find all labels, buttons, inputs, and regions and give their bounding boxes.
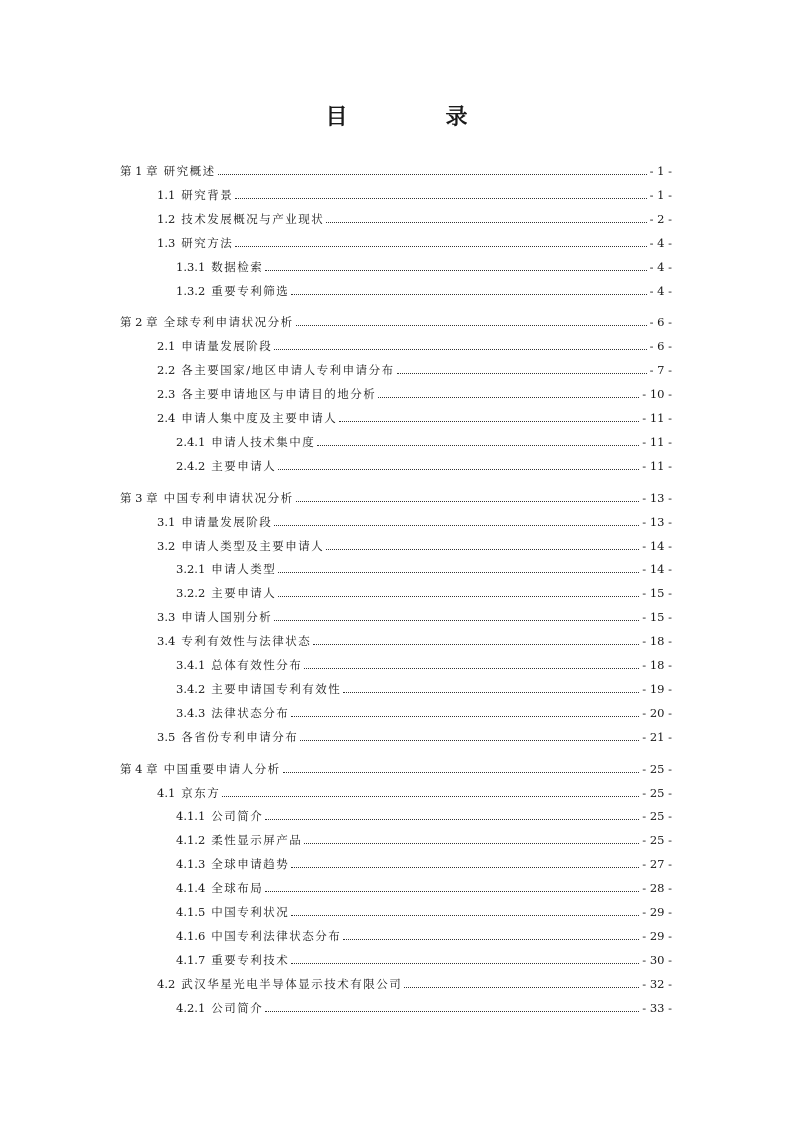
toc-entry[interactable] — [176, 928, 672, 944]
toc-entry-number: 1.3 — [157, 235, 176, 250]
dot-leader — [339, 420, 639, 422]
toc-entry-label: 申请人类型 — [211, 562, 277, 577]
toc-entry-number: 第 4 章 — [120, 761, 158, 776]
toc-entry-number: 3.4.2 — [176, 681, 206, 696]
toc-entry-label: 全球申请趋势 — [211, 857, 290, 872]
toc-entry-number: 第 3 章 — [120, 490, 158, 505]
toc-entry-page: - 1 - — [649, 187, 672, 202]
toc-entry-page: - 25 - — [642, 761, 672, 776]
dot-leader — [326, 221, 646, 223]
toc-entry-label: 申请人集中度及主要申请人 — [181, 411, 338, 425]
toc-entry-page: - 13 - — [642, 490, 672, 505]
dot-leader — [300, 739, 639, 741]
toc-entry[interactable] — [176, 856, 672, 872]
page-title: 目 录 — [325, 105, 506, 130]
toc-entry-number: 1.3.2 — [176, 283, 206, 298]
dot-leader — [274, 524, 639, 526]
dot-leader — [235, 245, 646, 247]
toc-entry-label: 全球布局 — [211, 881, 264, 896]
toc-entry[interactable] — [176, 952, 672, 968]
toc-entry-page: - 11 - — [642, 458, 672, 473]
toc-entry-page: - 11 - — [642, 434, 672, 449]
toc-entry[interactable] — [157, 338, 672, 354]
toc-entry-label: 中国专利申请状况分析 — [163, 490, 294, 505]
toc-entry[interactable] — [176, 904, 672, 920]
toc-entry-number: 4.2.1 — [176, 1000, 206, 1015]
toc-entry-label: 研究背景 — [181, 187, 234, 202]
dot-leader — [343, 691, 639, 693]
toc-entry-number: 3.3 — [157, 610, 176, 625]
dot-leader — [283, 771, 640, 773]
toc-entry-page: - 28 - — [642, 881, 672, 896]
toc-entry-label: 主要申请人 — [211, 458, 277, 473]
dot-leader — [296, 324, 647, 326]
toc-entry-number: 第 1 章 — [120, 164, 158, 178]
toc-entry[interactable] — [176, 880, 672, 896]
toc-entry-page: - 27 - — [642, 857, 672, 872]
dot-leader — [404, 986, 639, 988]
toc-entry[interactable] — [176, 681, 672, 697]
toc-entry-page: - 25 - — [642, 785, 672, 800]
toc-entry-label: 总体有效性分布 — [211, 658, 303, 672]
dot-leader — [317, 444, 639, 446]
toc-entry-page: - 29 - — [642, 905, 672, 919]
toc-entry[interactable] — [157, 362, 672, 378]
toc-entry-page: - 6 - — [649, 339, 672, 354]
toc-entry-number: 2.4.1 — [176, 434, 206, 449]
dot-leader — [397, 372, 647, 374]
toc-entry-number: 2.1 — [157, 339, 176, 354]
dot-leader — [304, 842, 639, 844]
toc-entry-page: - 13 - — [642, 514, 672, 529]
toc-entry-number: 1.2 — [157, 211, 176, 226]
toc-entry-label: 申请量发展阶段 — [181, 339, 273, 354]
toc-entry-number: 4.1.2 — [176, 833, 206, 848]
toc-entry-label: 专利有效性与法律状态 — [181, 634, 312, 649]
toc-entry[interactable] — [176, 832, 672, 848]
toc-entry-number: 4.2 — [157, 976, 176, 991]
toc-entry[interactable] — [176, 561, 672, 577]
toc-entry-label: 中国重要申请人分析 — [163, 761, 281, 776]
dot-leader — [235, 197, 646, 199]
toc-entry-label: 研究方法 — [181, 235, 234, 250]
toc-entry[interactable] — [120, 163, 672, 179]
dot-leader — [343, 938, 639, 940]
toc-entry-number: 4.1.1 — [176, 809, 206, 824]
toc-entry[interactable] — [157, 538, 672, 554]
toc-entry-page: - 32 - — [642, 976, 672, 991]
toc-entry[interactable] — [176, 1000, 672, 1016]
toc-entry-page: - 21 - — [642, 729, 672, 744]
toc-entry-page: - 18 - — [642, 634, 672, 649]
toc-entry-page: - 25 - — [642, 809, 672, 824]
toc-entry-number: 4.1 — [157, 785, 176, 800]
toc-entry-label: 各省份专利申请分布 — [181, 729, 299, 744]
toc-entry-number: 3.2 — [157, 538, 176, 553]
dot-leader — [326, 548, 639, 550]
dot-leader — [296, 500, 640, 502]
dot-leader — [222, 795, 639, 797]
toc-entry-page: - 33 - — [642, 1000, 672, 1015]
toc-entry-number: 3.2.2 — [176, 586, 206, 601]
toc-entry-number: 3.5 — [157, 729, 176, 744]
toc-entry[interactable] — [120, 314, 672, 330]
toc-entry-number: 4.1.3 — [176, 857, 206, 872]
toc-entry-number: 4.1.7 — [176, 952, 206, 967]
toc-entry-number: 3.1 — [157, 514, 176, 529]
toc-entry[interactable] — [176, 705, 672, 721]
toc-entry[interactable] — [176, 283, 672, 299]
toc-entry[interactable] — [157, 386, 672, 402]
toc-entry-page: - 15 - — [642, 586, 672, 601]
toc-entry[interactable] — [176, 434, 672, 450]
toc-entry-label: 研究概述 — [163, 164, 216, 178]
toc-entry-number: 2.4 — [157, 411, 176, 425]
dot-leader — [274, 348, 646, 350]
toc-entry-label: 柔性显示屏产品 — [211, 833, 303, 848]
toc-entry-label: 中国专利状况 — [211, 905, 290, 919]
toc-entry[interactable] — [157, 633, 672, 649]
toc-entry[interactable] — [157, 235, 672, 251]
dot-leader — [291, 866, 639, 868]
toc-entry-number: 3.4 — [157, 634, 176, 649]
toc-entry-label: 法律状态分布 — [211, 705, 290, 720]
toc-entry[interactable] — [176, 259, 672, 275]
toc-entry[interactable] — [176, 458, 672, 474]
toc-entry-label: 公司简介 — [211, 809, 264, 824]
dot-leader — [291, 293, 646, 295]
toc-entry-page: - 29 - — [642, 928, 672, 943]
toc-entry-number: 第 2 章 — [120, 315, 158, 330]
toc-entry-label: 申请人国别分析 — [181, 610, 273, 625]
toc-entry-number: 3.4.1 — [176, 658, 206, 672]
toc-entry-page: - 4 - — [649, 259, 672, 274]
toc-entry-page: - 7 - — [649, 363, 672, 378]
toc-entry-label: 各主要申请地区与申请目的地分析 — [181, 387, 377, 402]
dot-leader — [274, 619, 639, 621]
toc-entry-number: 3.2.1 — [176, 562, 206, 577]
toc-entry[interactable] — [120, 761, 672, 777]
toc-entry-label: 各主要国家/地区申请人专利申请分布 — [181, 363, 395, 378]
dot-leader — [304, 667, 639, 669]
toc-entry-page: - 4 - — [649, 283, 672, 298]
toc-entry-page: - 1 - — [649, 164, 672, 178]
toc-entry-page: - 14 - — [642, 538, 672, 553]
toc-entry[interactable] — [157, 729, 672, 745]
toc-entry-number: 1.1 — [157, 187, 176, 202]
toc-entry-page: - 30 - — [642, 952, 672, 967]
dot-leader — [265, 1010, 639, 1012]
toc-entry-label: 申请人技术集中度 — [211, 434, 316, 449]
toc-entry[interactable] — [176, 808, 672, 824]
toc-entry-page: - 25 - — [642, 833, 672, 848]
toc-entry[interactable] — [157, 410, 672, 426]
dot-leader — [278, 468, 639, 470]
dot-leader — [265, 269, 646, 271]
toc-entry-number: 4.1.6 — [176, 928, 206, 943]
dot-leader — [291, 715, 639, 717]
toc-entry[interactable] — [157, 976, 672, 992]
toc-entry-number: 3.4.3 — [176, 705, 206, 720]
toc-entry-label: 公司简介 — [211, 1000, 264, 1015]
dot-leader — [291, 914, 639, 916]
toc-entry-label: 全球专利申请状况分析 — [163, 315, 294, 330]
toc-entry-label: 主要申请国专利有效性 — [211, 681, 342, 696]
toc-entry[interactable] — [176, 585, 672, 601]
toc-entry-page: - 6 - — [649, 315, 672, 330]
toc-entry[interactable] — [120, 490, 672, 506]
toc-entry-label: 主要申请人 — [211, 586, 277, 601]
toc-entry-number: 4.1.5 — [176, 905, 206, 919]
toc-entry-label: 申请量发展阶段 — [181, 514, 273, 529]
toc-entry-number: 2.2 — [157, 363, 176, 378]
toc-entry[interactable] — [157, 211, 672, 227]
toc-entry-page: - 4 - — [649, 235, 672, 250]
toc-entry-page: - 15 - — [642, 610, 672, 625]
toc-entry-number: 2.4.2 — [176, 458, 206, 473]
toc-entry[interactable] — [157, 514, 672, 530]
toc-entry-page: - 2 - — [649, 211, 672, 226]
dot-leader — [278, 571, 639, 573]
toc-entry-number: 2.3 — [157, 387, 176, 402]
dot-leader — [313, 643, 639, 645]
toc-entry-label: 武汉华星光电半导体显示技术有限公司 — [181, 976, 403, 991]
toc-entry-page: - 20 - — [642, 705, 672, 720]
toc-entry[interactable] — [157, 609, 672, 625]
toc-entry-label: 技术发展概况与产业现状 — [181, 211, 325, 226]
toc-entry-label: 京东方 — [181, 785, 221, 800]
dot-leader — [265, 890, 639, 892]
dot-leader — [378, 396, 639, 398]
dot-leader — [265, 818, 639, 820]
toc-entry-page: - 11 - — [642, 411, 672, 425]
toc-entry-number: 1.3.1 — [176, 259, 206, 274]
toc-entry-label: 中国专利法律状态分布 — [211, 928, 342, 943]
dot-leader — [291, 962, 639, 964]
toc-entry-page: - 14 - — [642, 562, 672, 577]
toc-entry-page: - 19 - — [642, 681, 672, 696]
toc-entry-label: 重要专利技术 — [211, 952, 290, 967]
toc-entry-number: 4.1.4 — [176, 881, 206, 896]
toc-entry[interactable] — [157, 785, 672, 801]
toc-entry[interactable] — [176, 657, 672, 673]
toc-entry-label: 重要专利筛选 — [211, 283, 290, 298]
toc-entry-label: 数据检索 — [211, 259, 264, 274]
toc-entry[interactable] — [157, 187, 672, 203]
dot-leader — [218, 173, 647, 175]
toc-entry-page: - 10 - — [642, 387, 672, 402]
dot-leader — [278, 595, 639, 597]
toc-entry-page: - 18 - — [642, 658, 672, 672]
toc-entry-label: 申请人类型及主要申请人 — [181, 538, 325, 553]
